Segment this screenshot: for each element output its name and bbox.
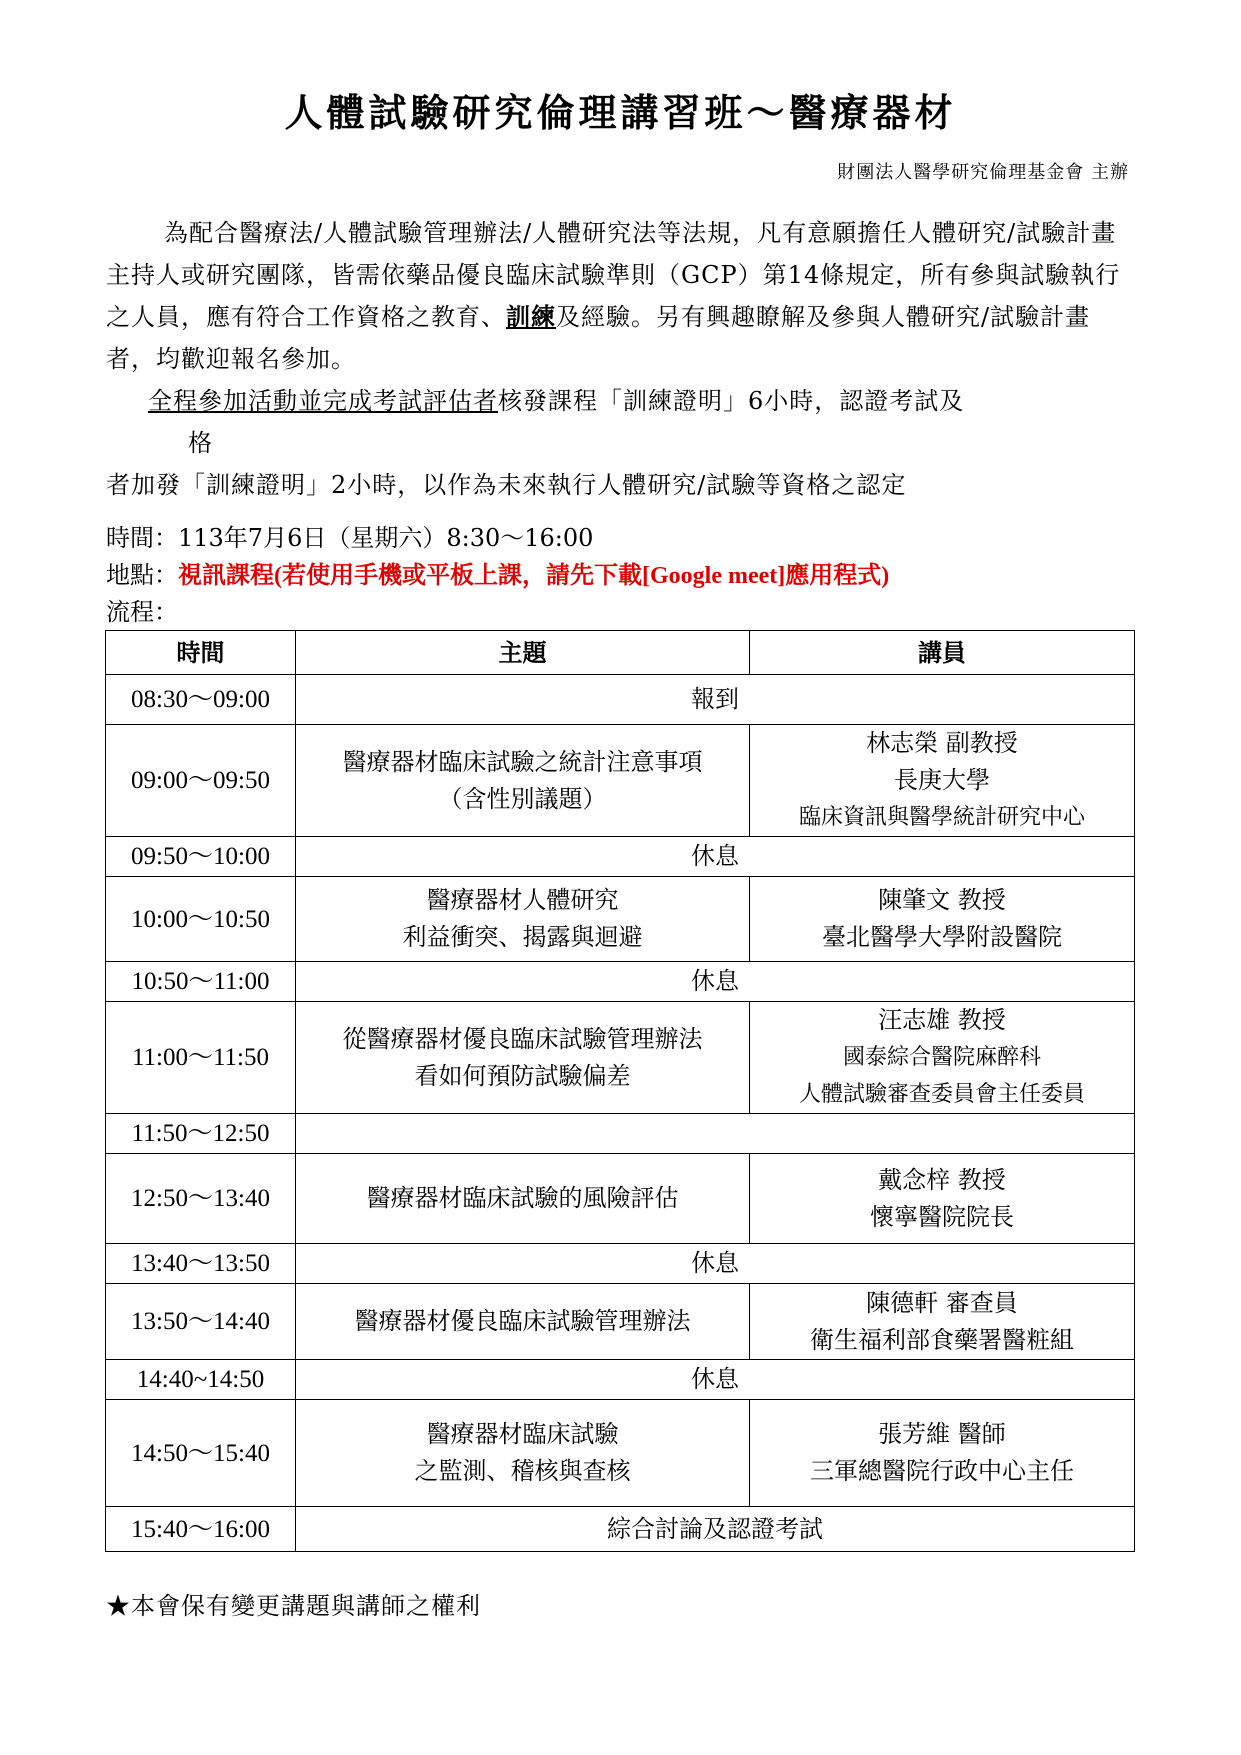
row-time: 11:50～12:50 <box>106 1114 296 1154</box>
row-speaker: 張芳維 醫師 三軍總醫院行政中心主任 <box>750 1400 1135 1507</box>
table-row <box>106 877 1135 962</box>
page-title: 人體試驗研究倫理講習班～醫療器材 <box>284 90 957 135</box>
row-time: 11:00～11:50 <box>106 1002 296 1114</box>
row-topic: 醫療器材人體研究 利益衝突、揭露與迴避 <box>296 877 750 962</box>
row-time: 14:50～15:40 <box>106 1400 296 1507</box>
row-time: 13:50～14:40 <box>106 1284 296 1360</box>
cert-underlined: 全程參加活動並完成考試評估者 <box>148 387 498 415</box>
table-row <box>106 1244 1135 1284</box>
row-time: 10:00～10:50 <box>106 877 296 962</box>
header-speaker: 講員 <box>750 631 1135 675</box>
cert-line3: 者加發「訓練證明」2小時，以作為未來執行人體研究/試驗等資格之認定 <box>106 471 907 499</box>
table-row <box>106 837 1135 877</box>
table-row <box>106 1507 1135 1552</box>
organizer-line: 財團法人醫學研究倫理基金會 主辦 <box>837 162 1129 183</box>
table-row <box>106 1360 1135 1400</box>
row-speaker: 林志榮 副教授 長庚大學 臨床資訊與醫學統計研究中心 <box>750 725 1135 837</box>
row-merged: 休息 <box>296 1360 1135 1400</box>
row-speaker: 陳肇文 教授 臺北醫學大學附設醫院 <box>750 877 1135 962</box>
row-time: 14:40~14:50 <box>106 1360 296 1400</box>
intro-text-a: 為配合醫療法/人體試驗管理辦法/人體研究法等法規，凡有意願擔任人體研究/試驗計畫主持人或研究團隊，皆需依藥品優良臨床試驗準則（GCP）第14條規定，所有參與試驗執行之人員，應有符合工作資格之教育、 <box>106 219 1121 331</box>
row-time: 09:50～10:00 <box>106 837 296 877</box>
row-time: 10:50～11:00 <box>106 962 296 1002</box>
row-time: 08:30～09:00 <box>106 675 296 725</box>
row-merged: 休息 <box>296 1244 1135 1284</box>
row-merged: 綜合討論及認證考試 <box>296 1507 1135 1552</box>
row-time: 15:40～16:00 <box>106 1507 296 1552</box>
table-row <box>106 1114 1135 1154</box>
intro-text-training: 訓練 <box>506 302 556 331</box>
intro-text-c: 及經驗。另有興趣瞭解及參與人體研究/試驗計畫者，均歡迎報名參加。 <box>106 303 1091 373</box>
row-topic: 醫療器材臨床試驗的風險評估 <box>296 1154 750 1244</box>
header-topic: 主題 <box>296 631 750 675</box>
schedule-table <box>105 630 1135 1552</box>
row-topic: 醫療器材臨床試驗 之監測、稽核與查核 <box>296 1400 750 1507</box>
place-info <box>106 555 889 590</box>
row-merged <box>296 1114 1135 1154</box>
row-speaker: 陳德軒 審查員 衛生福利部食藥署醫粧組 <box>750 1284 1135 1360</box>
table-row <box>106 1002 1135 1114</box>
row-time: 12:50～13:40 <box>106 1154 296 1244</box>
place-label: 地點： <box>106 561 178 589</box>
time-info <box>106 518 593 553</box>
row-speaker: 戴念梓 教授 懷寧醫院院長 <box>750 1154 1135 1244</box>
place-value: 視訊課程(若使用手機或平板上課，請先下載[Google meet]應用程式) <box>178 563 890 589</box>
flow-label: 流程： <box>106 598 178 626</box>
time-label: 時間： <box>106 524 178 552</box>
certificate-paragraph <box>106 380 1136 506</box>
row-speaker: 汪志雄 教授 國泰綜合醫院麻醉科 人體試驗審查委員會主任委員 <box>750 1002 1135 1114</box>
footer-note: ★本會保有變更講題與講師之權利 <box>106 1592 481 1620</box>
table-row <box>106 725 1135 837</box>
cert-line1-rest: 核發課程「訓練證明」6小時，認證考試及 <box>498 387 965 415</box>
table-row <box>106 1400 1135 1507</box>
header-time: 時間 <box>106 631 296 675</box>
row-topic: 醫療器材臨床試驗之統計注意事項 （含性別議題） <box>296 725 750 837</box>
row-topic: 從醫療器材優良臨床試驗管理辦法 看如何預防試驗偏差 <box>296 1002 750 1114</box>
time-value: 113年7月6日（星期六）8:30～16:00 <box>178 524 594 552</box>
table-row <box>106 1284 1135 1360</box>
table-row <box>106 1154 1135 1244</box>
table-header-row <box>106 631 1135 675</box>
row-merged: 休息 <box>296 837 1135 877</box>
row-time: 13:40～13:50 <box>106 1244 296 1284</box>
intro-paragraph <box>106 212 1136 380</box>
row-merged: 休息 <box>296 962 1135 1002</box>
row-time: 09:00～09:50 <box>106 725 296 837</box>
table-row <box>106 675 1135 725</box>
row-topic: 醫療器材優良臨床試驗管理辦法 <box>296 1284 750 1360</box>
table-row <box>106 962 1135 1002</box>
cert-line2: 格 <box>188 429 213 457</box>
row-merged: 報到 <box>296 675 1135 725</box>
